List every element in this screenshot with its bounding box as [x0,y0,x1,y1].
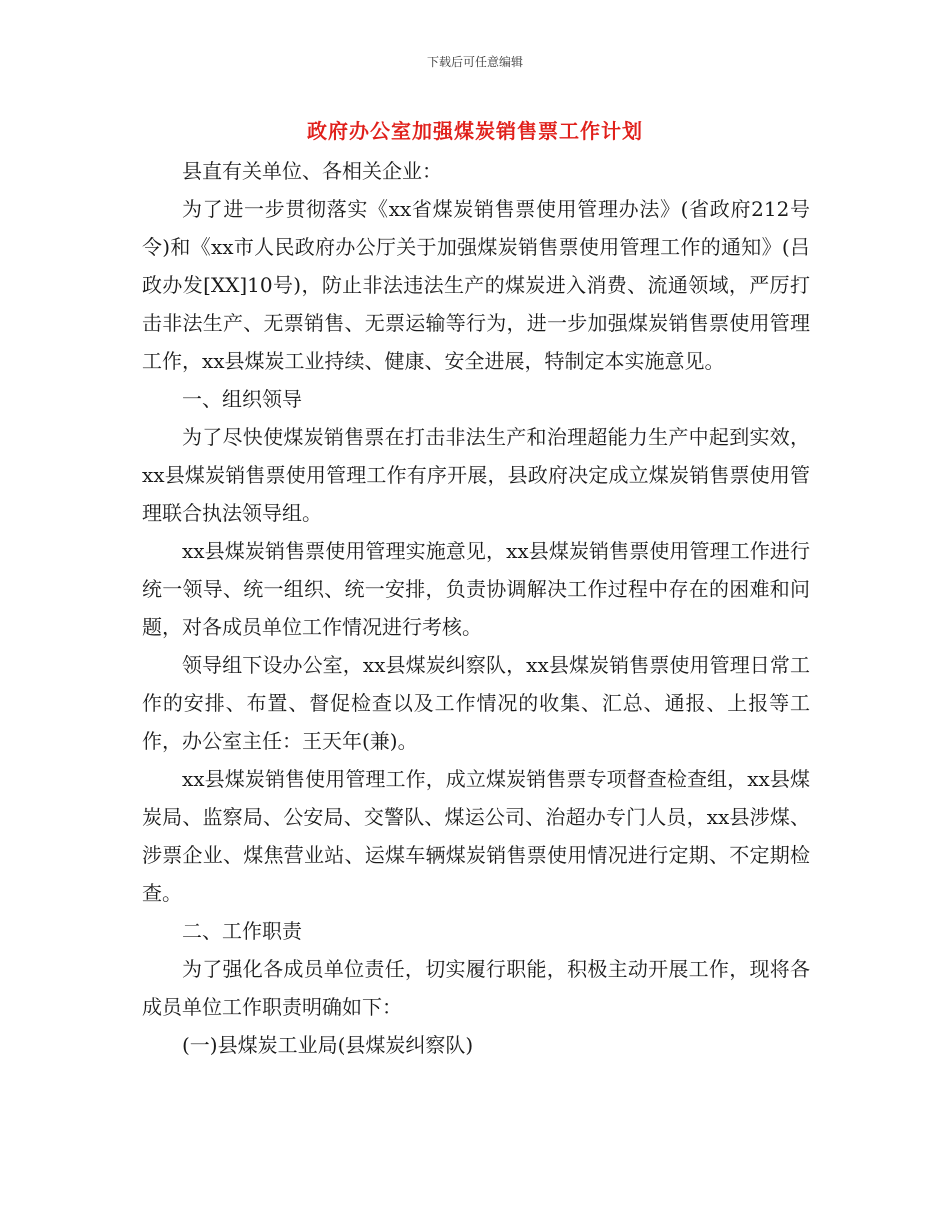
section-heading-duties: 二、工作职责 [182,919,302,943]
organization-paragraph-1: 为了尽快使煤炭销售票在打击非法生产和治理超能力生产中起到实效，xx县煤炭销售票使用管理工作有序开展，县政府决定成立煤炭销售票使用管理联合执法领导组。 [142,425,810,525]
document-body [142,152,810,1064]
section-heading-organization: 一、组织领导 [182,387,302,411]
salutation-paragraph: 县直有关单位、各相关企业： [182,159,442,183]
duties-paragraph: 为了强化各成员单位责任，切实履行职能，积极主动开展工作，现将各成员单位工作职责明确如下： [142,957,810,1019]
organization-paragraph-3: 领导组下设办公室，xx县煤炭纠察队，xx县煤炭销售票使用管理日常工作的安排、布置、督促检查以及工作情况的收集、汇总、通报、上报等工作，办公室主任：王天年(兼)。 [142,653,810,753]
organization-paragraph-4: xx县煤炭销售使用管理工作，成立煤炭销售票专项督查检查组，xx县煤炭局、监察局、公安局、交警队、煤运公司、治超办专门人员，xx县涉煤、涉票企业、煤焦营业站、运煤车辆煤炭销售票使用情况进行定期、不定期检查。 [142,767,810,905]
intro-paragraph: 为了进一步贯彻落实《xx省煤炭销售票使用管理办法》(省政府212号令)和《xx市人民政府办公厅关于加强煤炭销售票使用管理工作的通知》(吕政办发[XX]10号)，防止非法违法生产的煤炭进入消费、流通领域，严厉打击非法生产、无票销售、无票运输等行为，进一步加强煤炭销售票使用管理工作，xx县煤炭工业持续、健康、安全进展，特制定本实施意见。 [142,197,810,373]
subsection-heading-coal-bureau: (一)县煤炭工业局(县煤炭纠察队) [182,1033,474,1057]
document-title: 政府办公室加强煤炭销售票工作计划 [307,119,643,143]
page-header-note: 下载后可任意编辑 [426,55,523,69]
organization-paragraph-2: xx县煤炭销售票使用管理实施意见，xx县煤炭销售票使用管理工作进行统一领导、统一组织、统一安排，负责协调解决工作过程中存在的困难和问题，对各成员单位工作情况进行考核。 [142,539,810,639]
